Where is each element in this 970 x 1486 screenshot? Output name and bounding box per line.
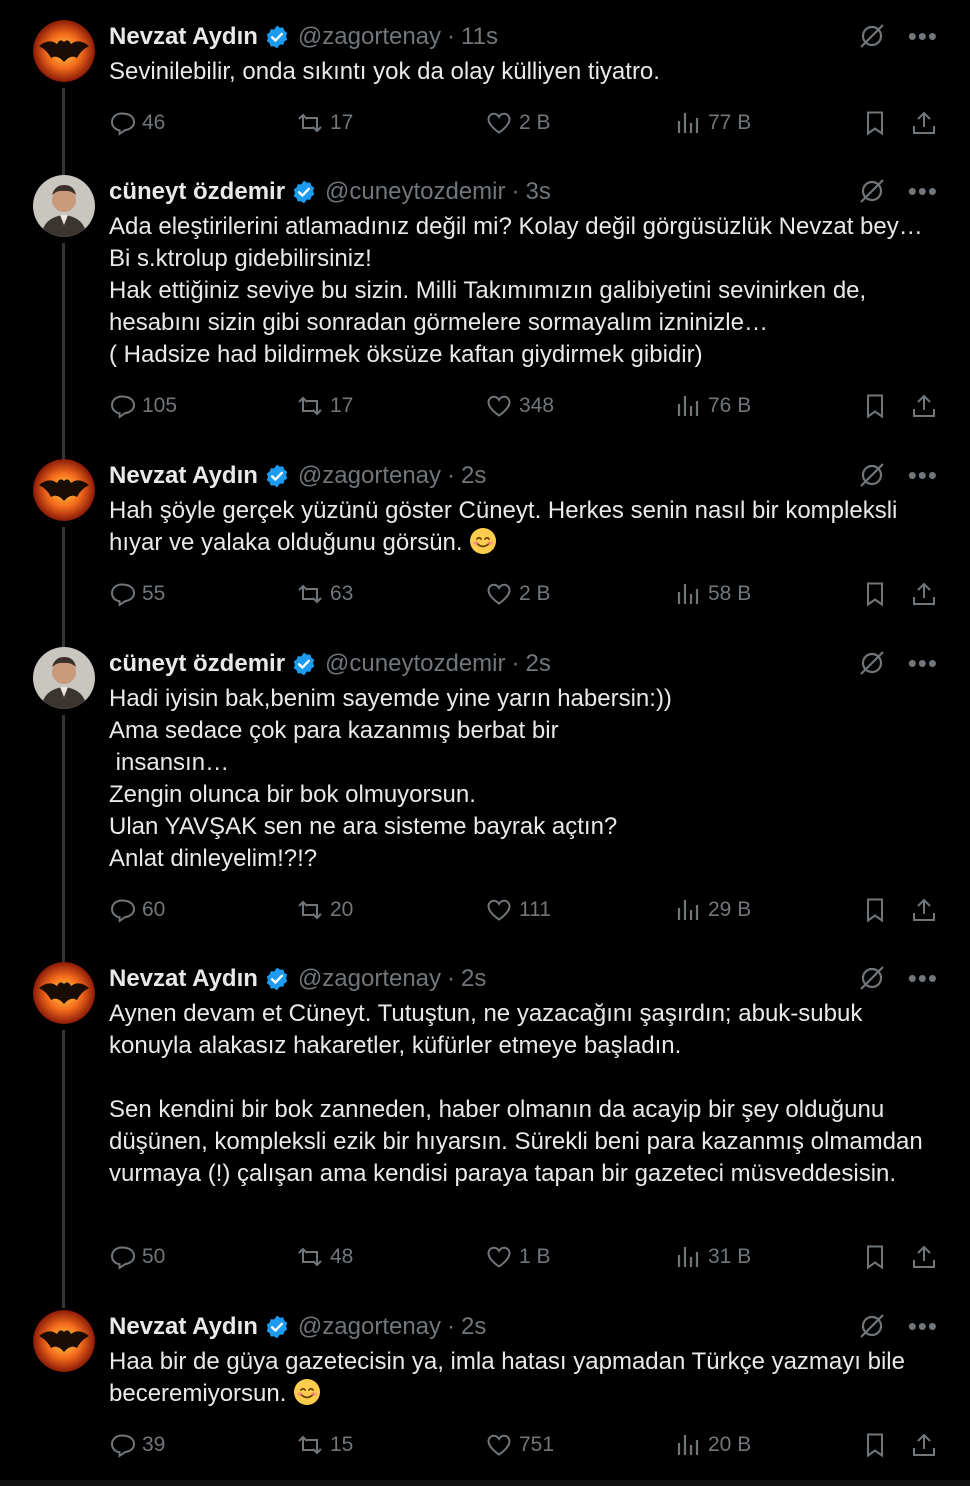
verified-badge-icon xyxy=(264,24,290,50)
bookmark-icon xyxy=(861,1431,889,1459)
views-icon xyxy=(674,896,702,924)
view-count: 77 B xyxy=(708,111,752,134)
tweet-header: Nevzat Aydın @zagortenay · 2s xyxy=(109,962,486,996)
like-button[interactable] xyxy=(485,389,554,423)
retweet-button[interactable] xyxy=(296,1240,353,1274)
reply-count: 60 xyxy=(142,898,166,921)
thread-line xyxy=(62,1030,65,1308)
reply-icon xyxy=(108,580,136,608)
bottom-divider xyxy=(0,1480,970,1486)
tweet[interactable] xyxy=(0,459,970,649)
tweet[interactable] xyxy=(0,175,970,460)
like-count: 2 B xyxy=(519,582,551,605)
views-button[interactable] xyxy=(674,893,751,927)
reply-icon xyxy=(108,1431,136,1459)
like-count: 2 B xyxy=(519,111,551,134)
more-options-icon[interactable]: ••• xyxy=(907,176,938,206)
display-name[interactable]: Nevzat Aydın xyxy=(109,1313,258,1340)
avatar[interactable] xyxy=(33,647,95,709)
more-options-icon[interactable]: ••• xyxy=(907,460,938,490)
views-button[interactable] xyxy=(674,389,751,423)
retweet-count: 17 xyxy=(330,394,354,417)
tweet-text: Hadi iyisin bak,benim sayemde yine yarın habersin:)) Ama sedace çok para kazanmış berbat bir insansın… Zengin olunca bir bok olmuyorsun. Ulan YAVŞAK sen ne ara sisteme bayrak açtın? Anlat dinleyelim!?!? xyxy=(109,685,672,872)
fire-bat-avatar-icon xyxy=(33,459,95,521)
retweet-button[interactable] xyxy=(296,577,353,611)
tweet-header: cüneyt özdemir @cuneytozdemir · 2s xyxy=(109,647,551,681)
like-button[interactable] xyxy=(485,1240,551,1274)
like-button[interactable] xyxy=(485,893,551,927)
timestamp[interactable]: 11s xyxy=(461,23,498,50)
reply-button[interactable] xyxy=(108,1240,165,1274)
heart-icon xyxy=(485,1431,513,1459)
grok-icon[interactable] xyxy=(858,177,886,205)
tweet-text: Hah şöyle gerçek yüzünü göster Cüneyt. Herkes senin nasıl bir kompleksli hıyar ve yalaka olduğunu görsün. xyxy=(109,497,905,556)
tweet[interactable] xyxy=(0,962,970,1307)
views-button[interactable] xyxy=(674,106,751,140)
tweet-text: Haa bir de güya gazetecisin ya, imla hatası yapmadan Türkçe yazmayı bile beceremiyorsun. xyxy=(109,1348,912,1407)
thread-line xyxy=(62,527,65,651)
timestamp[interactable]: 2s xyxy=(525,650,551,677)
share-icon xyxy=(910,1243,938,1271)
retweet-icon xyxy=(296,1431,324,1459)
share-icon xyxy=(910,580,938,608)
grok-icon[interactable] xyxy=(858,649,886,677)
grok-icon[interactable] xyxy=(858,964,886,992)
display-name[interactable]: Nevzat Aydın xyxy=(109,462,258,489)
reply-button[interactable] xyxy=(108,577,165,611)
bookmark-icon xyxy=(861,392,889,420)
tweet-actions xyxy=(108,893,938,927)
heart-icon xyxy=(485,896,513,924)
user-handle[interactable]: @zagortenay xyxy=(297,23,442,50)
retweet-count: 17 xyxy=(330,111,354,134)
views-button[interactable] xyxy=(674,1428,751,1462)
retweet-button[interactable] xyxy=(296,106,353,140)
bookmark-button[interactable] xyxy=(861,577,889,611)
share-icon xyxy=(910,1431,938,1459)
heart-icon xyxy=(485,392,513,420)
retweet-button[interactable] xyxy=(296,1428,353,1462)
tweet-actions xyxy=(108,577,938,611)
bookmark-button[interactable] xyxy=(861,1428,889,1462)
smiling-face-emoji-icon xyxy=(469,527,497,555)
retweet-count: 63 xyxy=(330,582,354,605)
avatar[interactable] xyxy=(33,175,95,237)
reply-count: 50 xyxy=(142,1245,166,1268)
bookmark-icon xyxy=(861,1243,889,1271)
reply-count: 55 xyxy=(142,582,166,605)
user-handle[interactable]: @cuneytozdemir xyxy=(325,178,506,205)
view-count: 58 B xyxy=(708,582,752,605)
verified-badge-icon xyxy=(291,179,317,205)
views-icon xyxy=(674,1243,702,1271)
timestamp[interactable]: 2s xyxy=(461,965,487,992)
reply-button[interactable] xyxy=(108,106,165,140)
thread-line xyxy=(62,88,65,188)
view-count: 29 B xyxy=(708,898,752,921)
views-button[interactable] xyxy=(674,1240,751,1274)
more-options-icon[interactable]: ••• xyxy=(907,21,938,51)
share-icon xyxy=(910,896,938,924)
like-button[interactable] xyxy=(485,1428,554,1462)
tweet-text: Ada eleştirilerini atlamadınız değil mi? Kolay değil görgüsüzlük Nevzat bey… Bi s.ktrolup gidebilirsiniz! Hak ettiğiniz seviye bu sizin. Milli Takımımızın galibiyetini sevinirken de, hesabını sizin gibi sonradan görmelere sormayalım izninizle… ( Hadsize had bildirmek öksüze kaftan giydirmek gibidir) xyxy=(109,213,923,368)
share-button[interactable] xyxy=(910,106,938,140)
verified-badge-icon xyxy=(291,651,317,677)
fire-bat-avatar-icon xyxy=(33,962,95,1024)
user-handle[interactable]: @zagortenay xyxy=(297,965,442,992)
verified-badge-icon xyxy=(264,966,290,992)
view-count: 20 B xyxy=(708,1433,752,1456)
heart-icon xyxy=(485,1243,513,1271)
reply-icon xyxy=(108,1243,136,1271)
retweet-icon xyxy=(296,1243,324,1271)
fire-bat-avatar-icon xyxy=(33,20,95,82)
smiling-face-emoji-icon xyxy=(293,1378,321,1406)
more-options-icon[interactable]: ••• xyxy=(907,648,938,678)
tweet[interactable] xyxy=(0,1310,970,1480)
fire-bat-avatar-icon xyxy=(33,1310,95,1372)
man-portrait-avatar-icon xyxy=(33,647,95,709)
like-count: 348 xyxy=(519,394,555,417)
avatar[interactable] xyxy=(33,1310,95,1372)
view-count: 76 B xyxy=(708,394,752,417)
tweet[interactable] xyxy=(0,647,970,962)
views-icon xyxy=(674,392,702,420)
retweet-icon xyxy=(296,109,324,137)
tweet-actions xyxy=(108,106,938,140)
heart-icon xyxy=(485,580,513,608)
retweet-count: 15 xyxy=(330,1433,354,1456)
thread-line xyxy=(62,715,65,965)
share-button[interactable] xyxy=(910,577,938,611)
avatar[interactable] xyxy=(33,459,95,521)
bookmark-icon xyxy=(861,896,889,924)
like-count: 111 xyxy=(519,898,551,921)
timestamp[interactable]: 2s xyxy=(461,462,487,489)
reply-button[interactable] xyxy=(108,1428,165,1462)
verified-badge-icon xyxy=(264,1314,290,1340)
retweet-button[interactable] xyxy=(296,389,353,423)
avatar[interactable] xyxy=(33,20,95,82)
retweet-icon xyxy=(296,392,324,420)
share-icon xyxy=(910,109,938,137)
retweet-icon xyxy=(296,896,324,924)
views-icon xyxy=(674,1431,702,1459)
like-count: 1 B xyxy=(519,1245,551,1268)
user-handle[interactable]: @zagortenay xyxy=(297,1313,442,1340)
reply-count: 46 xyxy=(142,111,166,134)
verified-badge-icon xyxy=(264,463,290,489)
grok-icon[interactable] xyxy=(858,22,886,50)
views-button[interactable] xyxy=(674,577,751,611)
reply-button[interactable] xyxy=(108,893,165,927)
user-handle[interactable]: @cuneytozdemir xyxy=(325,650,506,677)
display-name[interactable]: cüneyt özdemir xyxy=(109,650,286,677)
view-count: 31 B xyxy=(708,1245,752,1268)
more-options-icon[interactable]: ••• xyxy=(907,1311,938,1341)
tweet-text: Sevinilebilir, onda sıkıntı yok da olay külliyen tiyatro. xyxy=(109,58,660,85)
avatar[interactable] xyxy=(33,962,95,1024)
like-button[interactable] xyxy=(485,577,551,611)
share-icon xyxy=(910,392,938,420)
display-name[interactable]: cüneyt özdemir xyxy=(109,178,286,205)
bookmark-button[interactable] xyxy=(861,389,889,423)
like-count: 751 xyxy=(519,1433,555,1456)
views-icon xyxy=(674,109,702,137)
retweet-count: 20 xyxy=(330,898,354,921)
reply-button[interactable] xyxy=(108,389,177,423)
tweet-actions xyxy=(108,389,938,423)
share-button[interactable] xyxy=(910,389,938,423)
grok-icon[interactable] xyxy=(858,1312,886,1340)
timestamp[interactable]: 3s xyxy=(525,178,551,205)
retweet-button[interactable] xyxy=(296,893,353,927)
share-button[interactable] xyxy=(910,893,938,927)
retweet-icon xyxy=(296,580,324,608)
reply-count: 105 xyxy=(142,394,178,417)
tweet-text: Aynen devam et Cüneyt. Tutuştun, ne yazacağını şaşırdın; abuk-subuk konuyla alakasız hakaretler, küfürler etmeye başladın. Sen kendini bir bok zanneden, haber olmanın da acayip bir şey olduğunu düşünen, kompleksli ezik bir hıyarsın. Sürekli beni para kazanmış olmamdan vurmaya (!) çalışan ama kendisi paraya tapan bir gazeteci müsveddesisin. xyxy=(109,1000,923,1187)
reply-count: 39 xyxy=(142,1433,166,1456)
bookmark-button[interactable] xyxy=(861,106,889,140)
share-button[interactable] xyxy=(910,1240,938,1274)
heart-icon xyxy=(485,109,513,137)
bookmark-button[interactable] xyxy=(861,893,889,927)
tweet-actions xyxy=(108,1428,938,1462)
thread-line xyxy=(62,243,65,465)
tweet-header: Nevzat Aydın @zagortenay · 2s xyxy=(109,459,486,493)
display-name[interactable]: Nevzat Aydın xyxy=(109,23,258,50)
more-options-icon[interactable]: ••• xyxy=(907,963,938,993)
like-button[interactable] xyxy=(485,106,551,140)
reply-icon xyxy=(108,896,136,924)
bookmark-button[interactable] xyxy=(861,1240,889,1274)
reply-icon xyxy=(108,109,136,137)
user-handle[interactable]: @zagortenay xyxy=(297,462,442,489)
tweet-header: Nevzat Aydın @zagortenay · 11s xyxy=(109,20,498,54)
bookmark-icon xyxy=(861,580,889,608)
tweet[interactable] xyxy=(0,20,970,180)
views-icon xyxy=(674,580,702,608)
man-portrait-avatar-icon xyxy=(33,175,95,237)
bookmark-icon xyxy=(861,109,889,137)
tweet-actions xyxy=(108,1240,938,1274)
share-button[interactable] xyxy=(910,1428,938,1462)
reply-icon xyxy=(108,392,136,420)
display-name[interactable]: Nevzat Aydın xyxy=(109,965,258,992)
retweet-count: 48 xyxy=(330,1245,354,1268)
grok-icon[interactable] xyxy=(858,461,886,489)
tweet-header: cüneyt özdemir @cuneytozdemir · 3s xyxy=(109,175,551,209)
tweet-header: Nevzat Aydın @zagortenay · 2s xyxy=(109,1310,486,1344)
timestamp[interactable]: 2s xyxy=(461,1313,487,1340)
